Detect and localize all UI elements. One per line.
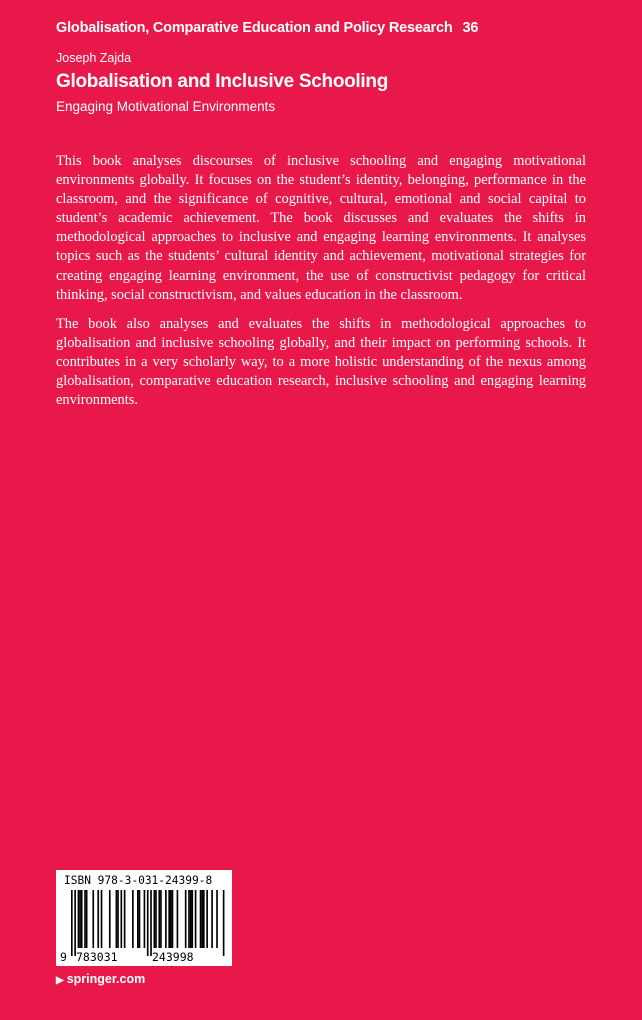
barcode-group-2: 243998 — [152, 950, 194, 964]
website-link[interactable] — [56, 972, 145, 986]
isbn-label: ISBN 978-3-031-24399-8 — [64, 874, 213, 887]
barcode-bar — [101, 890, 103, 948]
barcode-bar — [195, 890, 197, 948]
barcode-bar — [203, 890, 205, 948]
barcode-bar — [144, 890, 146, 948]
barcode-lead-digit: 9 — [60, 950, 67, 964]
barcode-bar — [172, 890, 174, 948]
barcode-bar — [185, 890, 187, 948]
barcode-bar — [71, 890, 73, 956]
barcode-bar — [79, 890, 81, 948]
barcode-bar — [216, 890, 218, 948]
barcode-bar — [168, 890, 170, 948]
barcode-bar — [92, 890, 94, 948]
barcode-bar — [158, 890, 160, 948]
barcode-bar — [150, 890, 152, 956]
barcode-bar — [206, 890, 208, 948]
barcode-bar — [147, 890, 149, 956]
barcode-bar — [211, 890, 213, 948]
barcode-bar — [81, 890, 83, 948]
barcode-bar — [139, 890, 141, 948]
barcode-bar — [155, 890, 157, 948]
barcode-bar — [201, 890, 203, 948]
blurb-paragraph-1: This book analyses discourses of inclusive schooling and engaging motivational environments globally. It focuses on the student’s identity, belonging, performance in the classroom, and the significance of cognitive, cultural, emotional and social capital to student’s academic achievement. The book discusses and evaluates the shifts in methodological approaches to inclusive and engaging learning environments. It analyses topics such as the students’ cultural identity and achievement, motivational strategies for creating engaging learning environment, the use of constructivist pedagogy for critical thinking, social constructivism, and values education in the classroom. — [56, 153, 586, 303]
book-title: Globalisation and Inclusive Schooling — [56, 71, 389, 92]
barcode-bars — [62, 890, 226, 956]
barcode-bar — [121, 890, 123, 948]
barcode-bar — [97, 890, 99, 948]
barcode-bar — [137, 890, 139, 948]
barcode-bar — [84, 890, 86, 948]
barcode-bar — [188, 890, 190, 948]
series-name: Globalisation, Comparative Education and Policy Research — [56, 20, 453, 36]
blurb-paragraph-2: The book also analyses and evaluates the shifts in methodological approaches to globalisation and inclusive schooling globally, and their impact on performing schools. It contributes in a very scholarly way, to a more holistic understanding of the nexus among globalisation, comparative education research, inclusive schooling and engaging learning environments. — [56, 315, 586, 409]
barcode-bar — [170, 890, 172, 948]
barcode-bar — [223, 890, 225, 956]
series-volume: 36 — [462, 20, 479, 36]
barcode-bar — [177, 890, 179, 948]
author-name: Joseph Zajda — [56, 51, 132, 65]
website-label: springer.com — [66, 972, 146, 986]
barcode-bar — [109, 890, 111, 948]
book-subtitle: Engaging Motivational Environments — [56, 99, 276, 114]
barcode-bar — [86, 890, 88, 948]
barcode-bar — [132, 890, 134, 948]
barcode-bar — [154, 890, 156, 948]
barcode-bar — [165, 890, 167, 948]
barcode-bar — [116, 890, 118, 948]
barcode-bar — [160, 890, 162, 948]
series-line — [56, 20, 478, 36]
barcode-bar — [124, 890, 126, 948]
blurb — [56, 152, 586, 420]
triangle-arrow-icon: ▶ — [56, 975, 64, 986]
barcode-group-1: 783031 — [76, 950, 118, 964]
barcode-bar — [190, 890, 192, 948]
barcode-bar — [191, 890, 193, 948]
barcode-bar — [78, 890, 80, 948]
barcode-bar — [117, 890, 119, 948]
barcode-bar — [200, 890, 202, 948]
barcode-bar — [74, 890, 76, 956]
barcode-box — [56, 870, 232, 966]
